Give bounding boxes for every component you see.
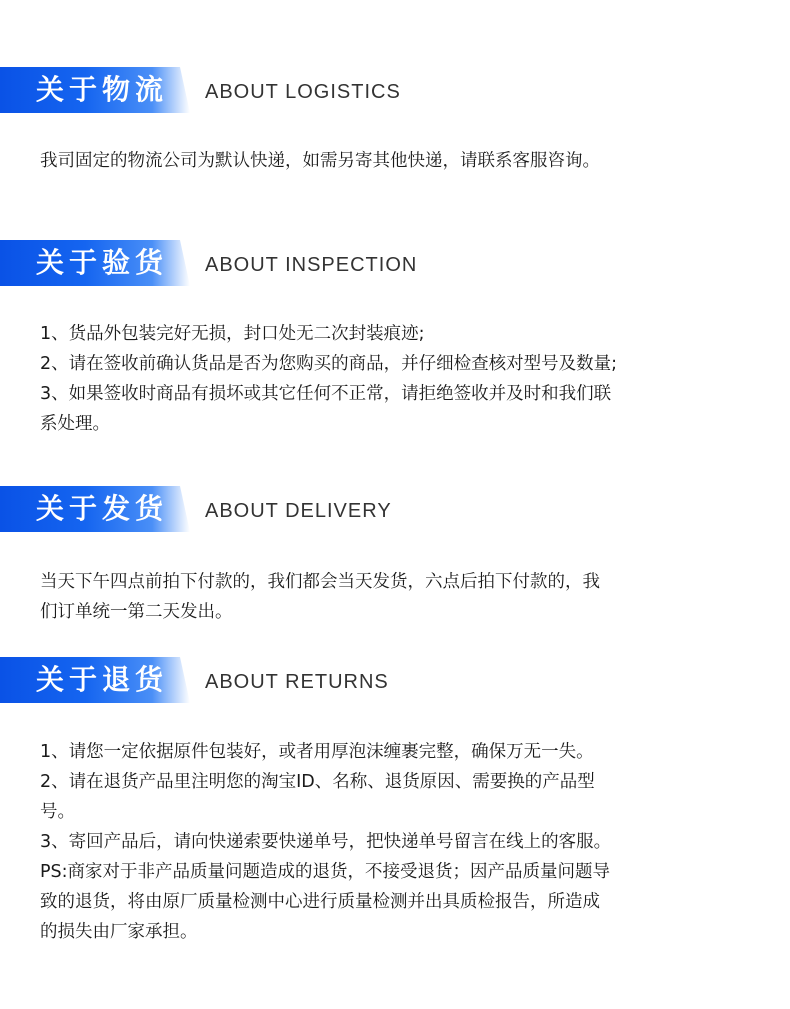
section-subtitle: ABOUT INSPECTION	[205, 254, 418, 276]
body-line: 号。	[40, 802, 75, 822]
body-line: 我司固定的物流公司为默认快递，如需另寄其他快递，请联系客服咨询。	[40, 151, 600, 171]
body-line: 们订单统一第二天发出。	[40, 602, 233, 622]
body-line: 当天下午四点前拍下付款的，我们都会当天发货，六点后拍下付款的，我	[40, 572, 600, 592]
body-line: PS:商家对于非产品质量问题造成的退货，不接受退货；因产品质量问题导	[40, 862, 611, 882]
section-header-returns	[0, 657, 790, 703]
body-line: 2、请在签收前确认货品是否为您购买的商品，并仔细检查核对型号及数量;	[40, 354, 618, 374]
body-line: 3、寄回产品后，请向快递索要快递单号，把快递单号留言在线上的客服。	[40, 832, 612, 852]
body-line: 3、如果签收时商品有损坏或其它任何不正常，请拒绝签收并及时和我们联	[40, 384, 612, 404]
body-line: 2、请在退货产品里注明您的淘宝ID、名称、退货原因、需要换的产品型	[40, 772, 595, 792]
section-title: 关于物流	[36, 73, 169, 106]
section-subtitle: ABOUT DELIVERY	[205, 500, 392, 522]
section-header-delivery	[0, 486, 790, 532]
section-body-returns	[40, 737, 740, 947]
body-line: 系处理。	[40, 414, 110, 434]
section-subtitle: ABOUT LOGISTICS	[205, 81, 401, 103]
body-line: 1、货品外包装完好无损，封口处无二次封装痕迹;	[40, 324, 425, 344]
section-title: 关于发货	[36, 492, 169, 525]
body-line: 的损失由厂家承担。	[40, 922, 198, 942]
section-body-delivery	[40, 567, 740, 627]
body-line: 致的退货，将由原厂质量检测中心进行质量检测并出具质检报告，所造成	[40, 892, 600, 912]
section-subtitle: ABOUT RETURNS	[205, 671, 389, 693]
section-title: 关于退货	[36, 663, 169, 696]
section-body-inspection	[40, 319, 740, 439]
section-body-logistics	[40, 146, 740, 176]
section-title: 关于验货	[36, 246, 169, 279]
body-line: 1、请您一定依据原件包装好，或者用厚泡沫缠裹完整，确保万无一失。	[40, 742, 594, 762]
section-header-inspection	[0, 240, 790, 286]
section-header-logistics	[0, 67, 790, 113]
